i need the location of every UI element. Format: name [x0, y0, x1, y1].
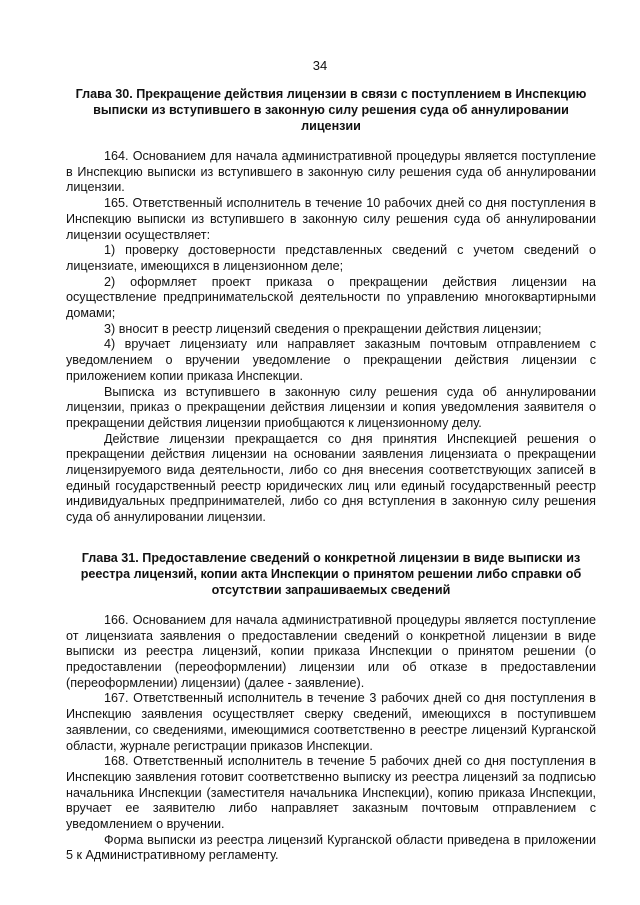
page-number: 34: [312, 58, 328, 73]
chapter-31-heading: Глава 31. Предоставление сведений о конкретной лицензии в виде выписки из реестра лицензий, копии акта Инспекции о принятом решении либо справки об отсутствии запрашиваемых сведений: [80, 550, 582, 597]
paragraph-form: Форма выписки из реестра лицензий Курганской области приведена в приложении 5 к Административному регламенту.: [66, 832, 596, 863]
list-item-1: 1) проверку достоверности представленных сведений с учетом сведений о лицензиате, имеющихся в лицензионном деле;: [66, 243, 596, 273]
list-item-3: 3) вносит в реестр лицензий сведения о прекращении действия лицензии;: [104, 321, 542, 336]
chapter-30: [66, 86, 596, 526]
paragraph-166: 166. Основанием для начала административной процедуры является поступление от лицензиата заявления о предоставлении сведений о конкретной лицензии в виде выписки из реестра лицензий, копии приказа Инспекции о принятом решении (о предоставлении (переоформлении) лицензии или об отказе в предоставлении (переоформлении) лицензии) (далее - заявление).: [66, 612, 596, 690]
paragraph-165: 165. Ответственный исполнитель в течение 10 рабочих дней со дня поступления в Инспекцию выписки из вступившего в законную силу решения суда об аннулировании лицензии осуществляет:: [66, 196, 596, 242]
paragraph-168: 168. Ответственный исполнитель в течение 5 рабочих дней со дня поступления в Инспекцию заявления готовит соответственно выписку из реестра лицензий за подписью начальника Инспекции (заместителя начальника Инспекции), копию приказа Инспекции, вручает ее заявителю либо направляет заказным почтовым отправлением с уведомлением о вручении.: [66, 754, 596, 832]
list-item-4: 4) вручает лицензиату или направляет заказным почтовым отправлением с уведомлением о вручении уведомление о прекращении действия лицензии с приложением копии приказа Инспекции.: [66, 337, 596, 383]
chapter-31-body: [66, 613, 596, 864]
paragraph-extract: Выписка из вступившего в законную силу решения суда об аннулировании лицензии, приказ о прекращении действия лицензии и копия уведомления заявителя о прекращении действия лицензии приобщаются к лицензионному делу.: [66, 384, 596, 430]
paragraph-164: 164. Основанием для начала административной процедуры является поступление в Инспекцию выписки из вступившего в законную силу решения суда об аннулировании лицензии.: [66, 149, 596, 195]
chapter-30-body: [66, 149, 596, 526]
list-item-2: 2) оформляет проект приказа о прекращении действия лицензии на осуществление предпринимательской деятельности по управлению многоквартирными домами;: [66, 274, 596, 321]
paragraph-167: 167. Ответственный исполнитель в течение 3 рабочих дней со дня поступления в Инспекцию заявления осуществляет сверку сведений, имеющихся в поступившем заявлении, со сведениями, имеющимися соответственно в реестре лицензий Курганской области, журнале регистрации приказов Инспекции.: [66, 691, 596, 753]
chapter-30-heading: Глава 30. Прекращение действия лицензии в связи с поступлением в Инспекцию выписки из вступившего в законную силу решения суда об аннулировании лицензии: [75, 87, 587, 133]
paragraph-termination: Действие лицензии прекращается со дня принятия Инспекцией решения о прекращении действия лицензии на основании заявления лицензиата о прекращении лицензируемого вида деятельности, либо со дня внесения соответствующих записей в единый государственный реестр юридических лиц или единый государственный реестр индивидуальных предпринимателей, либо со дня вступления в законную силу решения суда об аннулировании лицензии.: [66, 431, 596, 525]
chapter-31: [66, 550, 596, 864]
page-content: [66, 86, 596, 864]
